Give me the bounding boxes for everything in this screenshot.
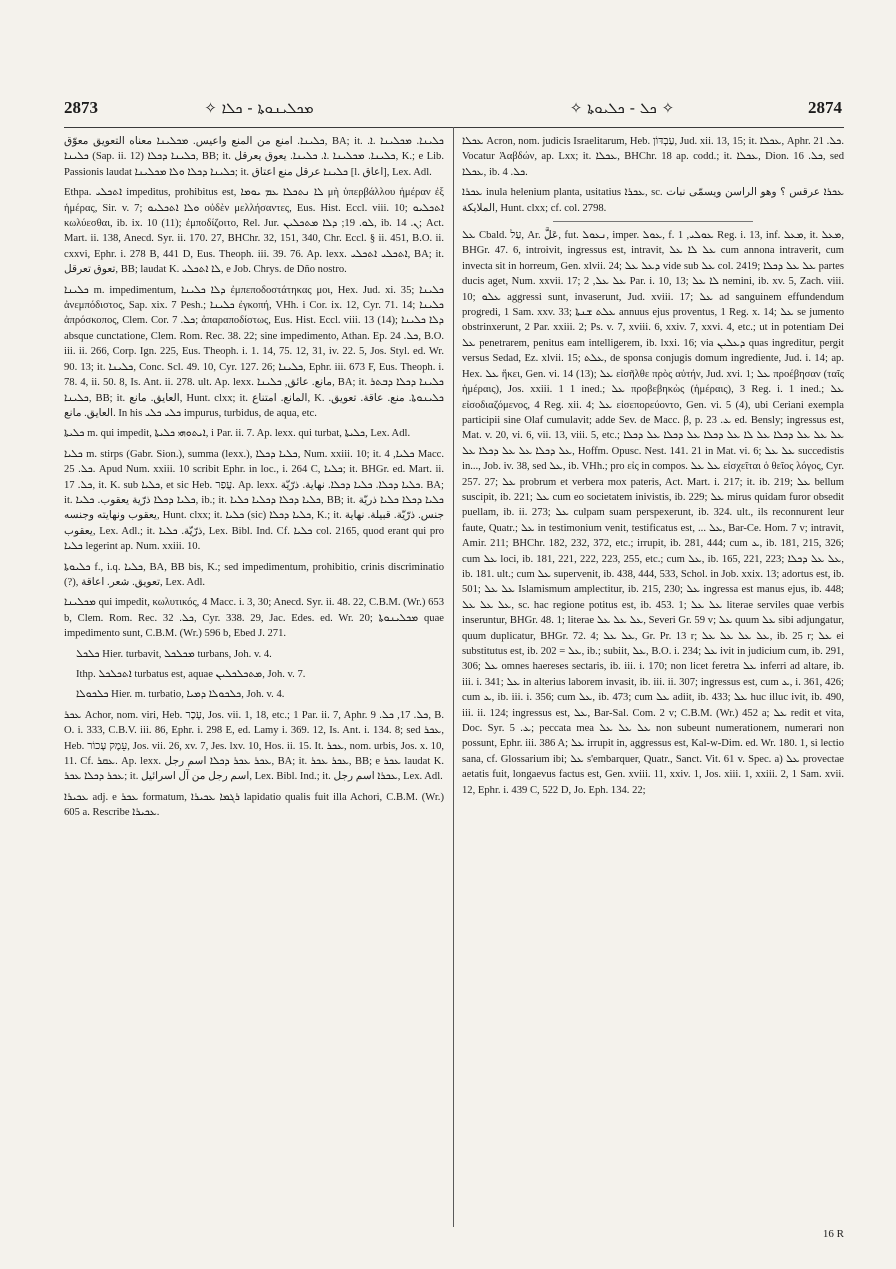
- dictionary-entry: ܥܟܪܐ inula helenium planta, usitatius ܥܟܪܐ, sc. ܥܟܪܐ عرقس ؟ وهو الراسن ويسمّى نبات الملايكة, Hunt. clxx; cf. col. 2798.: [462, 187, 844, 214]
- left-running-title: ܡܟܠܝܢܘܬܐ - ܟܠܐ ✧: [204, 99, 314, 117]
- right-page-header: [462, 96, 842, 120]
- dictionary-entry: ܟܠܝܢܐ m. impedimentum, ܕܠܐ ܟܠܝܢܐ ἐμπεποδοστάτηκας μοι, Hex. Jud. xi. 35; ܟܠܝܢܐ ἀνεμπόδιστος, Sap. xix. 7 Pesh.; ܟܠܝܢܐ ἐγκοπή, VHh. i Cor. ix. 12, Cyr. 71. 14; ܟܠܝܢܐ ἀπρόσκοπος, Clem. Cor. ܟܠ. 7; ἀπαραποδίστως, Eus. Hist. Eccl. viii. 13 (14); ܕܠܐ ܟܠܝܢܐ absque cunctatione, Clem. Rom. Rec. 38. 22; sine impedimento, Athan. Ep. ܟܠ. 24, B.O. iii. ii. 266, Corp. Ign. 225, Eus. Theoph. i. 1. 14, 75. 12, 31, iv. 22. 5, Jos. Styl. ed. Wr. 90. 13; it. ܟܠܝܢܐ, Conc. Scl. 49. 10, Cyr. 127. 26; ܟܠܝܢܐ, Ephr. iii. 673 F, Eus. Theoph. i. 78. 4, ii. 50. 8, Is. Ant. ii. 278. ult. Ap. lexx. مانع. عائق, ܟܠܝܢܐ, BA; it. ܟܠܝܢܐ ܕܟܠܐ ܕܒܬܪ ܟܠܝܢܐ, BB; it. العايق. مانع, Hunt. clxx; it. المانع. امتناع, K. ܟܠܝܢܘܬܐ. منع. عاقة. تعويق. العايق. مانع. In his ܟܠܝ ܟܠܝ impurus, turbidus, de aqua, etc.: [64, 284, 444, 419]
- header-rule: [64, 127, 844, 128]
- dictionary-entry: ܟܠܟܘܠܐ Hier. m. turbatio, ܟܠܟܘܠܐ ܕܡܝܐ, Joh. v. 4.: [76, 689, 285, 701]
- dictionary-entry: ܥܟܠܐ Acron, nom. judicis Israelitarum, Heb. עַבְדּוֹן, Jud. xii. 13, 15; it. ܥܟܠܐ, Aphr. ܟܠ. 21. Vocatur Ἀαβδών, ap. Lxx; it. ܥܟܠܐ, BHChr. 18 ap. codd.; it. ܥܟܠܐ, Dion. ܟܠ. 16, sed ܥܟܠܐ, ib. ܟܠ. 4.: [462, 136, 844, 178]
- left-page-number: 2873: [64, 98, 98, 117]
- left-column: [64, 134, 444, 1228]
- column-divider: [453, 127, 454, 1227]
- right-running-title: ✧ ܟܠ - ܟܠܝܘܬܐ ✧: [569, 99, 675, 117]
- dictionary-entry: ܡܟܠܝܢܐ qui impedit, κωλυτικός, 4 Macc. i. 3, 30; Anecd. Syr. ii. 48. 22, C.B.M. (Wr.) 653 b, Clem. Rom. Rec. ܟܠ. 32, Cyr. 338. 29, Jac. Edes. ed. Wr. 20; ܡܟܠܝܢܘܬܐ quae impedimento sunt, C.B.M. (Wr.) 596 b, Ebed J. 271.: [64, 597, 444, 640]
- right-page-number: 2874: [808, 98, 842, 117]
- dictionary-entry: ܟܠܝܢܐ. امنع من المنع واعيس. ܡܟܠܝܢܐ معناه التعويق معوّق, BA; it. ܟܠܝܢܐ. ܡܟܠܝܢܐ .ܐ. ܟܠܝܢܐ (Sap. ii. 12) ܟܠܝܢܐ ܕܟܠܐ, BB; it. ܟܠܝܢܐ. ܡܟܠܝܢܐ .ܐ. ܟܠܝܢܐ. يعوق يعرقل, K.; e Lib. Passionis laudat ܟܠܝܢܐ ܕܟܠܐ ܘܠܐ ܡܟܠܝܢܐ; it. ܟܠܝܢܐ عرقل منع اعتاق [l. اعاق], Lex. Adl.: [64, 136, 444, 178]
- dictionary-entry: ܟܠܟܠ Hier. turbavit, ܡܟܠܟܠ turbans, Joh. v. 4.: [76, 648, 272, 660]
- dictionary-entry: ܥܟܪ Achor, nom. viri, Heb. עָכָר, Jos. vii. 1, 18, etc.; 1 Par. ii. 7, Aphr. ܟܠ. 17, ܟܠ. 9, B. O. i. 333, C.B.V. iii. 86, Ephr. i. 298 E, ed. Lamy i. 369. 12, Is. Ant. i. 134. 8; sed ܥܟܪ, Heb. עֵמֶק עָכוֹר, Jos. vii. 26, xv. 7, Jes. lxv. 10, Hos. ii. 15. It. ܥܟܪ, nom. urbis, Jos. x. 10, 11. Cf. ܥܩܪ. Ap. lexx. ܥܟܪ ܥܟܪ ܕܟܠܐ اسم رجل, BA; it. ܥܟܪ ܥܟܪ, BB; e ܥܟܪ laudat K. ܥܟܪ ܕܟܠܐ ܥܟܪ; it. اسم رجل من آل اسرائيل, Lex. Bibl. Ind.; it. ܥܟܪܐ اسم رجل, Lex. Adl.: [64, 709, 444, 783]
- signature-mark: 16 R: [822, 1228, 844, 1240]
- dictionary-entry: ܟܠܝܘܬܐ f., i.q. ܟܠܝܐ, BA, BB bis, K.; sed impedimentum, prohibitio, crinis discriminatio (?), تعويق. شعر. اعاقة, Lex. Adl.: [64, 561, 444, 588]
- dictionary-entry: Ethpa. ܐܬܟܠܝ impeditus, prohibitus est, ܠܐ ܢܬܟܠܐ ܥܡ ܝܘܡܐ μὴ ὑπερβάλλου ἡμέραν ἐξ ἡμέρας, Sir. v. 7; ܘܠܐ ܐܬܟܠܝܘ οὐδὲν μελλήσαντες, Eus. Hist. Eccl. viii. 10; ܐܬܟܠܝܘ κωλύεσθαι, ib. ix. 10 (11); ἐμποδίζοιτο, Rel. Jur. ܠܘ. 19; ܕܠܐ ܡܬܟܠܝܢ, ib. ܢ. 14; Act. Mart. ii. 138, Anecd. Syr. ii. 170. 27, BHChr. 32, 151, 340, Chr. Eccl. § ii. 451, B.O. ii. cxxvi, Ephr. i. 278 B, 441 D, Eus. Theoph. iii. 39. 76. Ap. lexx. ܐܬܟܠܝ ܐܬܟܠܝ, BA; it. تعوق تعرقل, BB; laudat K. ܠܐ ܐܬܟܠܝ, e Job. Chrys. de Dño nostro.: [64, 187, 444, 276]
- dictionary-entry: ܥܟܝܪܐ adj. e ܥܟܪ formatum, ܪܓܡܐ ܥܟܝܪܐ lapidatio qualis fuit illa Achori, C.B.M. (Wr.) 605 a. Rescribe ܥܟܝܪܐ.: [64, 791, 444, 819]
- right-column: [462, 134, 844, 1228]
- dictionary-entry: ܟܠܝܬܐ m. qui impedit, ܐܝܬܘܗܝ ܟܠܝܬܐ, i Par. ii. 7. Ap. lexx. qui turbat, ܟܠܝܬܐ, Lex. Adl.: [64, 428, 411, 440]
- dictionary-entry: ܥܠ Cbald. עַל, Ar. عَلَّ, fut. ܢܥܘܠ, imper. ܥܘܠ, f. ܥܘܠܝ, 1 Reg. i. 13, inf. ܡܥܠ, it. ܡܥܠ, BHGr. 47. 6, introivit, ingressus est, intravit, ܥܠ ܠܐ ܥܠ cum annona intraverit, cum invecta sit in horreum, Gen. xlvii. 24; ܕܥܠ ܥܠ vide sub ܥܠ col. 2419; ܥܠ ܥܠ ܕܟܠܐ partes ducis aget, Num. xxvii. 17; ܥܠ ܥܠ, 2 Par. i. 10, 13; ܠܐ ܥܠ nemini, ib. xv. 5, Zach. viii. 10; ܥܠܘ aggressi sunt, invaserunt, Jud. xviii. 17; ܥܠ ad sanguinem effundendum progredi, 1 Sam. xxv. 33; ܥܠܬ ܫܢܬܐ annuus ejus proventus, 1 Reg. x. 14; ܥܠ se jumento obstrinxerunt, 2 Par. xxiii. 2; Ps. v. 7, xviii. 6, xxiv. 7, xxvi. 4, etc.; ut in potentiam Dei ܥܠ penetrarem, penitus eam intelligerem, ib. lxxi. 16; via ܕܥܠܝܢ quas ingreditur, pergit versus Sedad, Ez. xlvii. 15; ܥܠܬ, de sponsa conjugis domum ingrediente, Jud. i. 14; ap. Hex. ܥܠ ἥκει, Gen. vi. 14 (13); ܥܠ εἰσῆλθε πρὸς αὐτήν, Jud. xvi. 1; ܥܠ προέβησαν (ταῖς ἡμέραις), Jos. xxiii. 1 1 ined.; ܥܠ προβεβηκὼς (ἡμέραις), 3 Reg. i. 1 ined.; ܥܠ εἰσοδιαζόμενος, 4 Reg. xii. 4; ܥܠ εἰσεπορεύοντο, Gen. vi. 5 (4), ubi Ceriani exempla participii sine Olaf cumulavit; adde Sev. de Macc. β, p. ܥ. 23 ed. Bensly; ingressus est, Mat. v. 20, vi. 6, vii. 13, viii. 5, etc.; ܥܠ ܥܠ ܥܠ ܕܟܠܐ ܥܠ ܠܐ ܥܠ ܕܟܠܐ ܥܠ ܕܟܠܐ ܥܠ ܕܟܠܐ ܥܠ ܕܟܠܐ ܥܠ ܥܠ ܕܟܠܐ ܥܠ, Hoffm. Opusc. Nest. 141. 21 in Mat. vi. 6; ܥܠ ܥܠ succedistis in..., Job. iv. 38, sed ܥܠ, ib. VHh.; pro εἰς in compos. ܥܠ ܥܠ εἰσχεῖται ὁ θεῖος λόγος, Cyr. 257. 27; ܥܠ probrum et verbera mox pateris, Act. Mart. i. 217; it. ib. 219; ܥܠ bellum suscipit, ib. 221; ܥܠ cum eo societatem inivistis, ib. 229; ܥܠ mirus quidam furor obsedit puellam, ib. ii. 273; ܥܠ culpam suam perspexerunt, ib. 324. ult., ils reconnurent leur faute, Quatr.; ܥܠ in testimonium venit, testificatus est, ... ܥܠ, Bar-Ce. Hom. 7 v; intravit, Amir. 211; BHChr. 182, 232, 372, etc.; irrupit, ib. 281, 444; cum ܥ, ib. 181, 215, 326; cum ܥܠ loci, ib. 181, 221, 222, 223, 255, etc.; cum ܥܠ, ib. 165, 221, 223; ܥܠ ܥܠ ܕܟܠܐ, ib. 181. ult.; cum ܥܠ supervenit, ib. 438, 444, 533, Schol. in Job. xxix. 13; adortus est, ib. 501; ܥܠ ܥܠ Islamismum amplectitur, ib. 215, 230; ܥܠ ingressa est manus ejus, ib. 448; ܥܠ ܥܠ ܥܠ, sc. hac regione potitus est, ib. 453. 1; ܥܠ ܥܠ literae serviles quae verbis inseruntur, BHGr. 48. 1; literae ܥܠ ܥܠ ܥܠ, Severi Gr. 59 v; ܥܠ quum ܥܠ sibi adjungatur, quum duplicatur, BHGr. 72. 4; ܥܠ ܥܠ, Gr. Pr. 13 r; ܥܠ ܥܠ ܥܠ ܥܠ, ib. 25 r; ܥܠ ei substitutus est, ib. 202 = ܥܠ, ib.; subiit, ܥܠ, B.O. i. 234; ܥܠ ivit in judicium cum, ib. 291, 306; ܥܠ omnes haereses sectaris, ib. iii. i. 170; non licet feretra ܥܠ inferri ad altare, ib. iii. i. 341; ܥܠ in alterius laborem invasit, ib. iii. ii. 307; ingressus est, cum ܥ, i. 361, 426; cum ܥ, ib. iii. i. 356; cum ܥܠ, ib. 473; cum ܥܠ adiit, ib. 433; ܥܠ huc illuc ivit, ib. 490, iii. ii. 124; ingressus est, ܥܠ, Bar-Sal. Com. 2 v; C.B.M. (Wr.) 452 a; ܥܠ redit et vita, Doc. Syr. ܥ. 5; peccata mea ܥܠ ܥܠ ܥܠ non subeunt numerationem, numerari non possunt, Ephr. iii. 386 A; ܥܠ irrupit in, aggressus est, Kal-w-Dim. ed. Wr. 180. 1, si lectio sana, cf. Glossarium ibi; ܥܠ s'embarquer, Quatr., Sanct. Vit. 61 v. Spec. a) ܥܠ provectae aetatis fuit, longaevus factus est, Gen. xviii. 11, xxiv. 1, Jos. xiii. 1, xxiii. 2, 1 Sam. xvii. 12, Ephr. i. 439 C, 522 D, Jo. Eph. 134. 22;: [462, 230, 844, 796]
- section-separator: [553, 221, 753, 222]
- dictionary-entry: Ithp. ܐܬܟܠܟܠ turbatus est, aquae ܡܬܟܠܟܠܝܢ, Joh. v. 7.: [76, 669, 306, 680]
- left-page-header: [64, 96, 454, 120]
- dictionary-entry: ܟܠܝܐ m. stirps (Gabr. Sion.), summa (lexx.), ܟܠܝܐ ܕܟܠܐ, Num. xxiii. 10; it. ܟܠܝܐ, 4 Macc. ܟܠ. 25. Apud Num. xxiii. 10 scribit Ephr. in loc., i. 264 C, ܟܠܝܐ; it. BHGr. ed. Mart. ii. ܟܠ. 17, it. K. sub ܟܠܝܐ, et sic Heb. עֲפַר. Ap. lexx. ܟܠܝܐ ܕܟܠܐ. ܟܠܝܐ ܕܟܠܐ. نهاية. ذرّيّة. BA; it. ܟܠܝܐ ܕܟܠܐ ذرّية يعقوب. ܟܠܝܐ, ib.; it. ܟܠܝܐ ܕܟܠܐ ܕܟܠܝܐ ܟܠܝܐ, BB; it. ܟܠܝܐ ܕܟܠܐ ܟܠܝܐ ذريّة يعقوب ونهايته وجنسه, Hunt. clxx; it. ܟܠܝܐ (sic) ܟܠܝܐ ܕܟܠܐ, K.; it. جنس. ذرّيّة. قبيلة. نهاية يعقوب, Lex. Adl.; it. ذرّيّة. ܟܠܝܐ, Lex. Bibl. Ind. Cf. ܟܠܝܐ col. 2165, quod erant qui pro ܟܠܝܐ legerint ap. Num. xxiii. 10.: [64, 448, 444, 553]
